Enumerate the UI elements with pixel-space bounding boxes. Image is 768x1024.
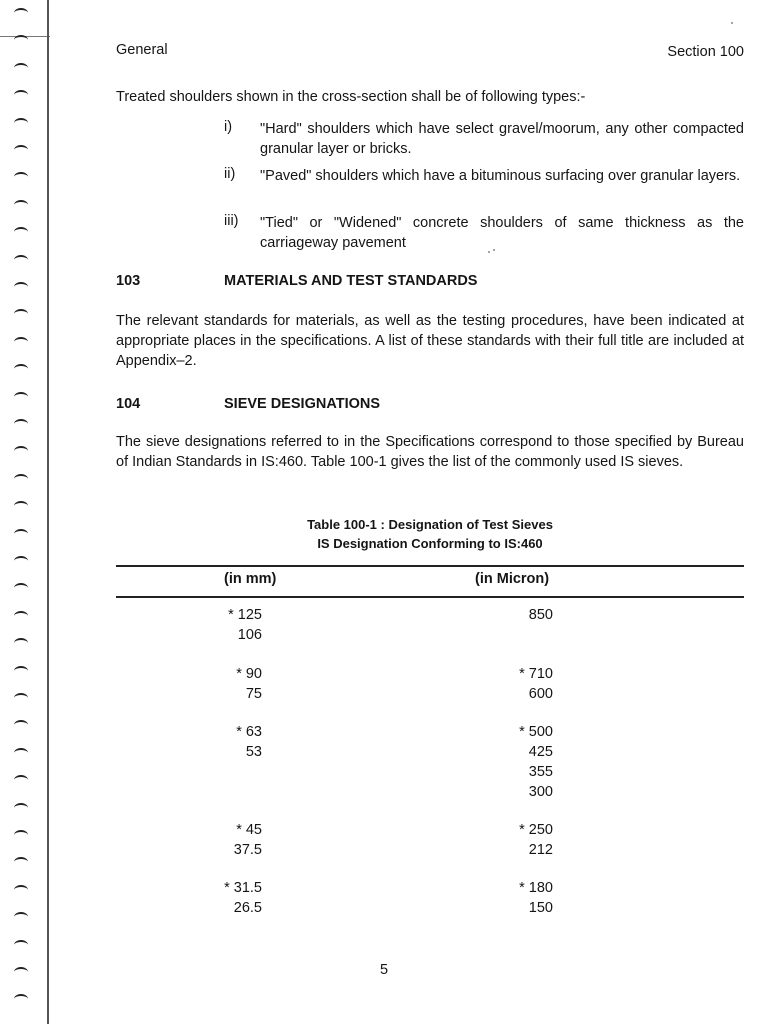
binding-ring [14,172,28,182]
list-item-number: i) [224,119,233,135]
table-cell-mm: * 63 [236,724,262,740]
binding-ring [14,8,28,18]
binding-ring [14,474,28,484]
table-cell-micron: 150 [528,900,553,916]
binding-ring [14,583,28,593]
binding-ring [14,282,28,292]
list-item-number: ii) [224,166,236,182]
binding-ring [14,940,28,950]
header-section-number: Section 100 [667,44,744,60]
binding-ring [14,419,28,429]
header-section-name: General [116,42,168,58]
section-number: 103 [116,273,141,289]
binding-ring [14,337,28,347]
table-cell-micron: 300 [528,784,553,800]
binding-ring [14,255,28,265]
binding-ring [14,693,28,703]
table-cell-mm: * 31.5 [224,880,262,896]
table-cell-mm: 26.5 [233,900,262,916]
list-item-text: "Hard" shoulders which have select gravel/moorum, any other compacted granular layer or bricks. [260,121,744,157]
section-title: MATERIALS AND TEST STANDARDS [224,273,478,289]
binding-ring [14,90,28,100]
page-number: 5 [379,962,389,978]
table-header-rule [116,596,744,598]
list-item-text: "Tied" or "Widened" concrete shoulders of same thickness as the carriageway pavement [260,215,744,251]
table-caption-title: Table 100-1 : Designation of Test Sieves [307,517,553,532]
binding-ring [14,775,28,785]
list-item-number: iii) [224,213,239,229]
binding-ring [14,227,28,237]
binding-ring [14,638,28,648]
table-cell-mm: 37.5 [233,842,262,858]
scan-speck [488,251,490,253]
binding-ring [14,666,28,676]
table-cell-micron: * 500 [519,724,553,740]
binding-ring [14,446,28,456]
binding-ring [14,501,28,511]
binding-ring [14,611,28,621]
table-cell-micron: 850 [528,607,553,623]
scan-speck [493,249,495,251]
binding-ring [14,63,28,73]
section-body: The relevant standards for materials, as well as the testing procedures, have been indicated at appropriate places in the specifications. A list of these standards with their full title are included at Appendix–2. [116,313,744,369]
list-item-text: "Paved" shoulders which have a bituminous surfacing over granular layers. [260,168,741,184]
binding-ring [14,748,28,758]
binding-ring [14,309,28,319]
binding-ring [14,364,28,374]
table-cell-mm: * 125 [228,607,262,623]
binding-ring [14,392,28,402]
table-cell-micron: 355 [528,764,553,780]
binding-ring [14,145,28,155]
binding-ring [14,529,28,539]
binding-ring [14,118,28,128]
section-body: The sieve designations referred to in the Specifications correspond to those specified by Bureau of Indian Standards in IS:460. Table 100-1 gives the list of the commonly used IS sieves. [116,434,744,470]
table-cell-micron: 425 [528,744,553,760]
table-cell-micron: 212 [528,842,553,858]
table-cell-micron: * 710 [519,666,553,682]
binding-ring [14,885,28,895]
binding-ring [14,912,28,922]
column-header-mm: (in mm) [224,571,277,587]
margin-rule [47,0,49,1024]
section-number: 104 [116,396,141,412]
table-cell-micron: * 180 [519,880,553,896]
section-title: SIEVE DESIGNATIONS [224,396,381,412]
binding-ring [14,720,28,730]
table-top-rule [116,565,744,567]
binding-ring [14,857,28,867]
table-cell-mm: 75 [245,686,262,702]
intro-paragraph: Treated shoulders shown in the cross-section shall be of following types:- [116,89,586,105]
binding-ring [14,556,28,566]
table-cell-mm: 106 [237,627,262,643]
column-header-micron: (in Micron) [475,571,550,587]
binding-ring [14,803,28,813]
table-cell-mm: 53 [245,744,262,760]
table-caption-subtitle: IS Designation Conforming to IS:460 [317,536,543,551]
binding-ring [14,35,28,45]
binding-margin [0,0,52,1024]
table-cell-mm: * 90 [236,666,262,682]
binding-ring [14,830,28,840]
table-cell-mm: * 45 [236,822,262,838]
table-cell-micron: * 250 [519,822,553,838]
table-cell-micron: 600 [528,686,553,702]
binding-ring [14,994,28,1004]
scan-speck [731,22,733,24]
binding-ring [14,200,28,210]
